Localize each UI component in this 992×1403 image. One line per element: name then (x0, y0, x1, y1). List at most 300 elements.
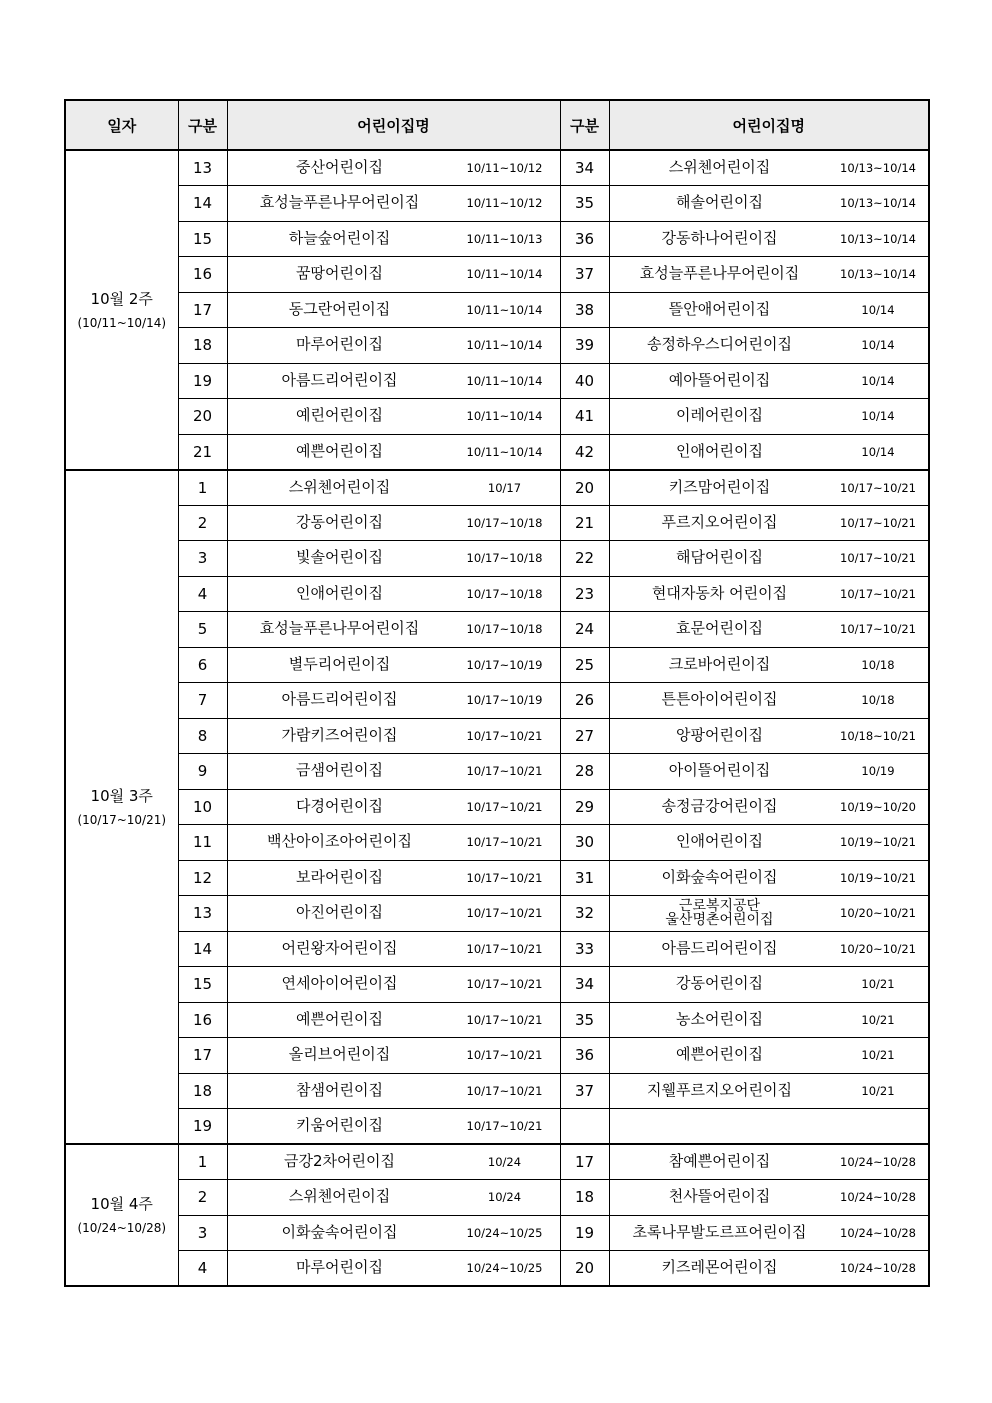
daycare-cell-right (609, 186, 929, 222)
visit-date: 10/18 (861, 657, 895, 672)
visit-date: 10/11~10/13 (466, 231, 543, 246)
number-cell-right (560, 1109, 609, 1145)
number-cell-right: 25 (560, 647, 609, 683)
week-range: (10/11~10/14) (77, 316, 167, 330)
visit-date: 10/17~10/18 (466, 551, 543, 566)
visit-date: 10/17~10/21 (466, 1048, 543, 1063)
visit-date: 10/13~10/14 (840, 267, 916, 282)
visit-date: 10/17~10/21 (466, 764, 543, 779)
number-cell-right: 29 (560, 789, 609, 825)
daycare-cell-right (609, 612, 929, 648)
table-row (65, 825, 929, 861)
number-cell-right: 41 (560, 399, 609, 435)
table-row (65, 754, 929, 790)
daycare-cell-left (227, 1251, 560, 1287)
number-cell-left: 17 (178, 292, 227, 328)
visit-date: 10/17~10/21 (840, 622, 916, 637)
daycare-name: 지웰푸르지오어린이집 (647, 1080, 792, 1099)
number-cell-left: 14 (178, 186, 227, 222)
daycare-name: 강동어린이집 (296, 512, 383, 531)
table-row (65, 399, 929, 435)
daycare-cell-left (227, 754, 560, 790)
daycare-cell-left (227, 1215, 560, 1251)
daycare-name: 이화숲속어린이집 (281, 1222, 398, 1241)
number-cell-right: 28 (560, 754, 609, 790)
daycare-cell-right (609, 718, 929, 754)
week-range: (10/17~10/21) (77, 813, 167, 827)
table-row (65, 363, 929, 399)
daycare-cell-left (227, 292, 560, 328)
visit-date: 10/17~10/21 (466, 1119, 543, 1133)
visit-date: 10/17~10/21 (840, 480, 916, 495)
daycare-name: 앙팡어린이집 (676, 725, 763, 744)
number-cell-left: 14 (178, 931, 227, 967)
number-cell-left: 19 (178, 1109, 227, 1145)
week-title: 10월 2주 (90, 289, 153, 308)
daycare-cell-left (227, 896, 560, 932)
number-cell-right: 36 (560, 1038, 609, 1074)
visit-date: 10/13~10/14 (840, 161, 916, 175)
visit-date: 10/20~10/21 (840, 906, 916, 921)
daycare-name: 푸르지오어린이집 (661, 512, 778, 531)
daycare-cell-right (609, 221, 929, 257)
visit-date: 10/17~10/21 (466, 835, 543, 850)
number-cell-right: 24 (560, 612, 609, 648)
table-row (65, 1215, 929, 1251)
daycare-name: 금강2차어린이집 (284, 1152, 395, 1171)
visit-date: 10/17~10/21 (466, 728, 543, 743)
daycare-name: 인애어린이집 (676, 832, 763, 851)
daycare-cell-left (227, 967, 560, 1003)
daycare-cell-right (609, 683, 929, 719)
visit-date: 10/19~10/21 (840, 835, 916, 850)
daycare-name: 키즈맘어린이집 (668, 477, 771, 496)
daycare-cell-left (227, 1144, 560, 1180)
daycare-cell-left (227, 931, 560, 967)
table-row (65, 789, 929, 825)
table-row (65, 150, 929, 186)
daycare-name: 현대자동차 어린이집 (651, 583, 788, 602)
number-cell-left: 8 (178, 718, 227, 754)
daycare-name: 중산어린이집 (296, 158, 383, 177)
number-cell-right: 30 (560, 825, 609, 861)
table-row (65, 1073, 929, 1109)
table-row (65, 576, 929, 612)
table-row (65, 1109, 929, 1145)
table-row (65, 328, 929, 364)
daycare-name: 아름드리어린이집 (281, 690, 398, 709)
daycare-cell-left (227, 221, 560, 257)
daycare-name: 백산아이조아어린이집 (267, 832, 412, 851)
header-name-left: 어린이집명 (227, 100, 560, 150)
number-cell-right: 22 (560, 541, 609, 577)
visit-date: 10/21 (861, 977, 895, 992)
daycare-cell-left (227, 434, 560, 470)
table-row (65, 1002, 929, 1038)
number-cell-right: 42 (560, 434, 609, 470)
visit-date: 10/20~10/21 (840, 941, 916, 956)
daycare-name: 올리브어린이집 (288, 1045, 391, 1064)
daycare-name: 뜰안애어린이집 (668, 299, 771, 318)
visit-date: 10/11~10/14 (466, 409, 543, 424)
number-cell-right: 17 (560, 1144, 609, 1180)
daycare-cell-right (609, 754, 929, 790)
number-cell-left: 6 (178, 647, 227, 683)
visit-date: 10/24 (487, 1190, 522, 1205)
daycare-cell-right (609, 647, 929, 683)
schedule-body (65, 150, 929, 1286)
visit-date: 10/24~10/25 (466, 1261, 543, 1275)
daycare-cell-left (227, 612, 560, 648)
number-cell-left: 4 (178, 1251, 227, 1287)
daycare-name: 아이뜰어린이집 (668, 761, 771, 780)
table-row (65, 718, 929, 754)
daycare-name: 강동하나어린이집 (661, 228, 778, 247)
daycare-cell-left (227, 860, 560, 896)
daycare-name: 예쁜어린이집 (296, 1009, 383, 1028)
number-cell-right: 35 (560, 186, 609, 222)
daycare-cell-left (227, 470, 560, 506)
number-cell-right: 19 (560, 1215, 609, 1251)
daycare-name: 가람키즈어린이집 (281, 725, 398, 744)
visit-date: 10/17~10/21 (466, 799, 543, 814)
daycare-cell-left (227, 1109, 560, 1145)
number-cell-left: 3 (178, 541, 227, 577)
daycare-name-line1: 근로복지공단 (678, 897, 761, 914)
number-cell-left: 15 (178, 967, 227, 1003)
daycare-cell-right (609, 257, 929, 293)
week-cell (65, 470, 178, 1145)
daycare-name: 아름드리어린이집 (661, 938, 778, 957)
table-row (65, 1038, 929, 1074)
visit-date: 10/17 (487, 480, 522, 495)
table-row (65, 967, 929, 1003)
daycare-cell-left (227, 328, 560, 364)
daycare-name-line2: 울산명촌어린이집 (665, 912, 774, 929)
daycare-name: 보라어린이집 (296, 867, 383, 886)
daycare-cell-left (227, 647, 560, 683)
visit-date: 10/14 (861, 409, 895, 424)
daycare-cell-right (609, 470, 929, 506)
table-row (65, 470, 929, 506)
number-cell-right: 34 (560, 150, 609, 186)
table-row (65, 505, 929, 541)
number-cell-right: 35 (560, 1002, 609, 1038)
number-cell-left: 1 (178, 470, 227, 506)
daycare-cell-right (609, 789, 929, 825)
visit-date: 10/17~10/21 (466, 1012, 543, 1027)
visit-date: 10/13~10/14 (840, 231, 916, 246)
visit-date: 10/11~10/14 (466, 302, 543, 317)
daycare-name: 인애어린이집 (296, 583, 383, 602)
table-row (65, 186, 929, 222)
number-cell-left: 15 (178, 221, 227, 257)
visit-date: 10/14 (861, 302, 895, 317)
daycare-name: 송정하우스디어린이집 (647, 335, 792, 354)
daycare-cell-left (227, 505, 560, 541)
number-cell-left: 16 (178, 1002, 227, 1038)
daycare-name: 금샘어린이집 (296, 761, 383, 780)
visit-date: 10/17~10/21 (840, 515, 916, 530)
number-cell-left: 5 (178, 612, 227, 648)
daycare-cell-left (227, 683, 560, 719)
daycare-name: 천사뜰어린이집 (668, 1187, 771, 1206)
number-cell-left: 4 (178, 576, 227, 612)
week-title: 10월 4주 (90, 1194, 153, 1213)
daycare-name: 초록나무발도르프어린이집 (632, 1222, 807, 1241)
table-row (65, 1144, 929, 1180)
daycare-cell-left (227, 825, 560, 861)
visit-date: 10/11~10/12 (466, 161, 543, 175)
visit-date: 10/24~10/28 (840, 1225, 916, 1240)
daycare-cell-left (227, 363, 560, 399)
visit-date: 10/19 (861, 764, 895, 779)
daycare-name: 이레어린이집 (676, 406, 763, 425)
number-cell-right: 36 (560, 221, 609, 257)
daycare-name: 마루어린이집 (296, 335, 383, 354)
visit-date: 10/17~10/21 (466, 941, 543, 956)
table-row (65, 541, 929, 577)
visit-date: 10/17~10/19 (466, 693, 543, 708)
daycare-cell-right (609, 896, 929, 932)
daycare-name: 마루어린이집 (296, 1258, 383, 1277)
daycare-name: 빛솔어린이집 (296, 548, 383, 567)
visit-date: 10/21 (861, 1012, 895, 1027)
visit-date: 10/11~10/14 (466, 373, 543, 388)
visit-date: 10/11~10/12 (466, 196, 543, 211)
number-cell-left: 1 (178, 1144, 227, 1180)
visit-date: 10/17~10/21 (840, 586, 916, 601)
number-cell-left: 21 (178, 434, 227, 470)
number-cell-right: 26 (560, 683, 609, 719)
visit-date: 10/17~10/21 (466, 906, 543, 921)
visit-date: 10/17~10/21 (840, 551, 916, 566)
number-cell-left: 10 (178, 789, 227, 825)
daycare-name: 농소어린이집 (676, 1009, 763, 1028)
visit-date: 10/17~10/18 (466, 622, 543, 637)
daycare-name: 아진어린이집 (296, 903, 383, 922)
week-range: (10/24~10/28) (77, 1221, 167, 1236)
number-cell-left: 9 (178, 754, 227, 790)
daycare-cell-right (609, 825, 929, 861)
daycare-name (610, 899, 830, 928)
visit-date: 10/11~10/14 (466, 444, 543, 459)
number-cell-right: 37 (560, 257, 609, 293)
daycare-name: 효성늘푸른나무어린이집 (639, 264, 800, 283)
daycare-cell-left (227, 150, 560, 186)
daycare-name: 참샘어린이집 (296, 1080, 383, 1099)
table-row (65, 647, 929, 683)
visit-date: 10/24~10/28 (840, 1190, 916, 1205)
visit-date: 10/21 (861, 1048, 895, 1063)
daycare-cell-left (227, 789, 560, 825)
daycare-cell-left (227, 1038, 560, 1074)
number-cell-right: 40 (560, 363, 609, 399)
number-cell-right: 23 (560, 576, 609, 612)
visit-date: 10/17~10/19 (466, 657, 543, 672)
number-cell-left: 16 (178, 257, 227, 293)
daycare-cell-right (609, 1002, 929, 1038)
table-row (65, 860, 929, 896)
daycare-name: 키움어린이집 (296, 1116, 383, 1135)
daycare-name: 해담어린이집 (676, 548, 763, 567)
table-row (65, 434, 929, 470)
daycare-name: 효문어린이집 (676, 619, 763, 638)
visit-date: 10/18~10/21 (840, 728, 916, 743)
visit-date: 10/19~10/21 (840, 870, 916, 885)
number-cell-right: 27 (560, 718, 609, 754)
daycare-cell-right (609, 399, 929, 435)
table-row (65, 612, 929, 648)
visit-date: 10/17~10/18 (466, 586, 543, 601)
daycare-cell-left (227, 576, 560, 612)
week-title: 10월 3주 (90, 786, 153, 805)
table-row (65, 257, 929, 293)
number-cell-left: 18 (178, 1073, 227, 1109)
daycare-name: 하늘숲어린이집 (288, 228, 391, 247)
header-row (65, 100, 929, 150)
visit-date: 10/24~10/25 (466, 1225, 543, 1240)
daycare-name: 예쁜어린이집 (676, 1045, 763, 1064)
number-cell-left: 17 (178, 1038, 227, 1074)
daycare-name: 예아뜰어린이집 (668, 370, 771, 389)
daycare-name: 인애어린이집 (676, 441, 763, 460)
visit-date: 10/24 (487, 1155, 522, 1169)
daycare-cell-left (227, 1180, 560, 1216)
visit-date: 10/24~10/28 (840, 1155, 916, 1169)
number-cell-right: 39 (560, 328, 609, 364)
daycare-name: 스위첸어린이집 (288, 1187, 391, 1206)
daycare-name: 예린어린이집 (296, 406, 383, 425)
daycare-cell-right (609, 1251, 929, 1287)
daycare-name: 튼튼아이어린이집 (661, 690, 778, 709)
visit-date: 10/17~10/21 (466, 870, 543, 885)
visit-date: 10/13~10/14 (840, 196, 916, 211)
daycare-cell-right (609, 1038, 929, 1074)
visit-date: 10/24~10/28 (840, 1261, 916, 1275)
daycare-name: 별두리어린이집 (288, 654, 391, 673)
number-cell-right: 20 (560, 1251, 609, 1287)
daycare-cell-right (609, 541, 929, 577)
visit-date: 10/11~10/14 (466, 338, 543, 353)
daycare-name: 키즈레몬어린이집 (661, 1258, 778, 1277)
daycare-cell-left (227, 541, 560, 577)
number-cell-right: 32 (560, 896, 609, 932)
daycare-name: 강동어린이집 (676, 974, 763, 993)
daycare-cell-right (609, 1180, 929, 1216)
schedule-table (64, 99, 930, 1287)
daycare-name: 연세아이어린이집 (281, 974, 398, 993)
daycare-cell-right (609, 1109, 929, 1145)
daycare-cell-right (609, 967, 929, 1003)
visit-date: 10/14 (861, 444, 895, 459)
table-row (65, 221, 929, 257)
daycare-name: 다경어린이집 (296, 796, 383, 815)
visit-date: 10/11~10/14 (466, 267, 543, 282)
visit-date: 10/17~10/18 (466, 515, 543, 530)
daycare-cell-right (609, 1073, 929, 1109)
number-cell-left: 20 (178, 399, 227, 435)
number-cell-right: 33 (560, 931, 609, 967)
daycare-cell-left (227, 1073, 560, 1109)
number-cell-left: 11 (178, 825, 227, 861)
number-cell-right: 37 (560, 1073, 609, 1109)
number-cell-left: 19 (178, 363, 227, 399)
visit-date: 10/19~10/20 (840, 799, 916, 814)
daycare-cell-right (609, 363, 929, 399)
daycare-name: 해솔어린이집 (676, 193, 763, 212)
daycare-cell-left (227, 186, 560, 222)
table-row (65, 683, 929, 719)
daycare-cell-right (609, 150, 929, 186)
number-cell-left: 3 (178, 1215, 227, 1251)
number-cell-left: 12 (178, 860, 227, 896)
daycare-name: 이화숲속어린이집 (661, 867, 778, 886)
table-row (65, 292, 929, 328)
number-cell-left: 2 (178, 505, 227, 541)
daycare-name: 참예쁜어린이집 (668, 1152, 771, 1171)
daycare-cell-right (609, 328, 929, 364)
visit-date: 10/17~10/21 (466, 977, 543, 992)
number-cell-left: 7 (178, 683, 227, 719)
number-cell-right: 31 (560, 860, 609, 896)
daycare-name: 어린왕자어린이집 (281, 938, 398, 957)
visit-date: 10/14 (861, 338, 895, 353)
number-cell-left: 13 (178, 896, 227, 932)
daycare-name: 스위첸어린이집 (668, 158, 771, 177)
daycare-name: 예쁜어린이집 (296, 441, 383, 460)
daycare-name: 송정금강어린이집 (661, 796, 778, 815)
daycare-cell-left (227, 718, 560, 754)
number-cell-left: 18 (178, 328, 227, 364)
daycare-cell-right (609, 860, 929, 896)
daycare-cell-right (609, 1215, 929, 1251)
visit-date: 10/21 (861, 1083, 895, 1098)
daycare-name: 아름드리어린이집 (281, 370, 398, 389)
daycare-cell-left (227, 257, 560, 293)
daycare-cell-right (609, 434, 929, 470)
visit-date: 10/17~10/21 (466, 1083, 543, 1098)
daycare-name: 효성늘푸른나무어린이집 (259, 619, 420, 638)
number-cell-left: 13 (178, 150, 227, 186)
header-category-left: 구분 (178, 100, 227, 150)
table-row (65, 896, 929, 932)
table-row (65, 1180, 929, 1216)
daycare-cell-left (227, 399, 560, 435)
header-name-right: 어린이집명 (609, 100, 929, 150)
number-cell-left: 2 (178, 1180, 227, 1216)
table-row (65, 1251, 929, 1287)
week-cell (65, 1144, 178, 1286)
daycare-name: 스위첸어린이집 (288, 477, 391, 496)
daycare-cell-right (609, 505, 929, 541)
table-row (65, 931, 929, 967)
number-cell-right: 18 (560, 1180, 609, 1216)
daycare-name: 꿈땅어린이집 (296, 264, 383, 283)
number-cell-right: 21 (560, 505, 609, 541)
number-cell-right: 34 (560, 967, 609, 1003)
daycare-cell-right (609, 292, 929, 328)
visit-date: 10/18 (861, 693, 895, 708)
daycare-cell-right (609, 1144, 929, 1180)
visit-date: 10/14 (861, 373, 895, 388)
number-cell-right: 20 (560, 470, 609, 506)
daycare-name: 효성늘푸른나무어린이집 (259, 193, 420, 212)
header-category-right: 구분 (560, 100, 609, 150)
daycare-cell-right (609, 931, 929, 967)
daycare-cell-right (609, 576, 929, 612)
daycare-name: 크로바어린이집 (668, 654, 771, 673)
